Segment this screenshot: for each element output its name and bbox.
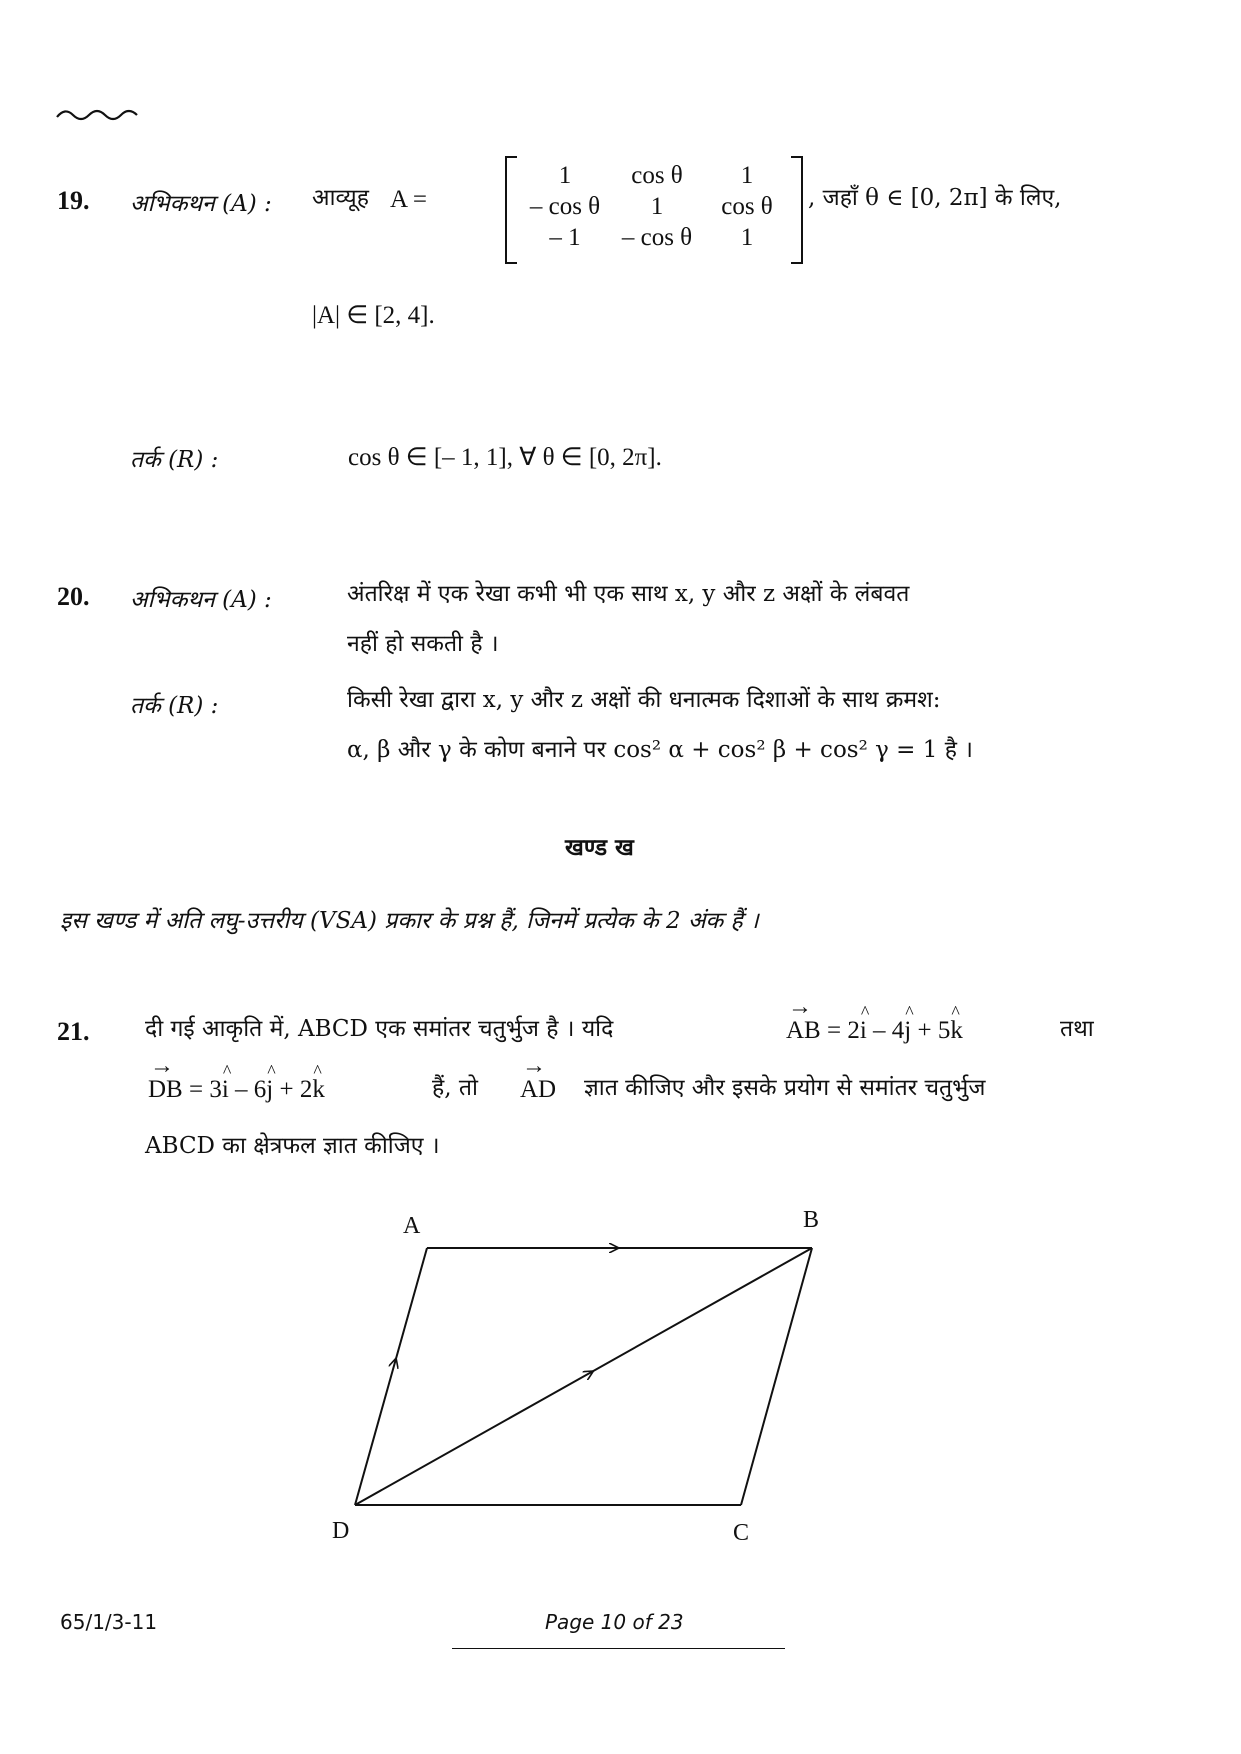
unit-k: ^ k <box>312 1076 325 1104</box>
vector-db: → DB <box>148 1076 183 1104</box>
unit-i: ^ i <box>860 1017 867 1045</box>
matrix-cell: – cos θ <box>621 224 693 251</box>
footer-divider <box>452 1648 785 1649</box>
diagonal-db <box>355 1248 812 1505</box>
section-instruction: इस खण्ड में अति लघु-उत्तरीय (VSA) प्रकार के प्रश्न हैं, जिनमें प्रत्येक के 2 अंक हैं । <box>60 908 759 934</box>
section-title: खण्ड ख <box>565 835 634 861</box>
reason-line: α, β और γ के कोण बनाने पर cos² α + cos² β + cos² γ = 1 है । <box>347 737 973 763</box>
assertion-label: अभिकथन (A) : <box>130 587 272 613</box>
matrix-cell: 1 <box>740 162 754 189</box>
question-text: दी गई आकृति में, ABCD एक समांतर चतुर्भुज है । यदि <box>145 1016 614 1042</box>
assertion-line: नहीं हो सकती है । <box>347 631 499 657</box>
matrix-cell: – 1 <box>549 224 581 251</box>
vector-db-expression: → DB = 3^ i – 6^ j + 2^ k <box>148 1076 325 1104</box>
assertion-result: |A| ∈ [2, 4]. <box>312 302 435 329</box>
page-number: Page 10 of 23 <box>545 1610 684 1634</box>
question-text: हैं, तो <box>432 1075 478 1101</box>
unit-j: ^ j <box>904 1017 911 1045</box>
vertex-label-d: D <box>332 1518 350 1544</box>
unit-k: ^ k <box>950 1017 963 1045</box>
matrix <box>505 162 803 254</box>
right-bracket <box>791 156 803 264</box>
vertex-label-b: B <box>803 1207 820 1233</box>
matrix-name: A = <box>390 186 428 213</box>
vertex-label-c: C <box>733 1520 750 1546</box>
reason-label: तर्क (R) : <box>130 447 219 473</box>
assertion-label: अभिकथन (A) : <box>130 191 272 217</box>
assertion-suffix: , जहाँ θ ∈ [0, 2π] के लिए, <box>808 185 1062 211</box>
left-bracket <box>505 156 517 264</box>
matrix-cell: cos θ <box>721 193 773 220</box>
question-number: 19. <box>57 186 90 215</box>
reason-text: cos θ ∈ [– 1, 1], ∀ θ ∈ [0, 2π]. <box>348 444 662 471</box>
question-number: 20. <box>57 582 90 611</box>
vector-ad: → AD <box>520 1076 556 1104</box>
question-number: 21. <box>57 1017 90 1046</box>
side-bc <box>741 1248 812 1505</box>
vector-ad-expression <box>520 1076 556 1104</box>
vertex-label-a: A <box>403 1213 421 1239</box>
matrix-cell: 1 <box>740 224 754 251</box>
reason-label: तर्क (R) : <box>130 693 219 719</box>
wavy-line-icon <box>55 103 145 125</box>
matrix-cell: 1 <box>558 162 572 189</box>
reason-line: किसी रेखा द्वारा x, y और z अक्षों की धनात्मक दिशाओं के साथ क्रमश: <box>347 687 941 713</box>
vector-ab: → AB <box>786 1017 821 1045</box>
paper-code: 65/1/3-11 <box>60 1610 158 1634</box>
matrix-cell: 1 <box>650 193 664 220</box>
question-text: ABCD का क्षेत्रफल ज्ञात कीजिए । <box>145 1133 440 1159</box>
question-text: तथा <box>1060 1016 1094 1042</box>
matrix-cell: – cos θ <box>529 193 601 220</box>
unit-j: ^ j <box>266 1076 273 1104</box>
matrix-cell: cos θ <box>631 162 683 189</box>
unit-i: ^ i <box>222 1076 229 1104</box>
question-text: ज्ञात कीजिए और इसके प्रयोग से समांतर चतुर्भुज <box>584 1075 986 1101</box>
assertion-line: अंतरिक्ष में एक रेखा कभी भी एक साथ x, y और z अक्षों के लंबवत <box>347 581 910 607</box>
assertion-prefix: आव्यूह <box>312 185 369 211</box>
side-da <box>355 1248 427 1505</box>
parallelogram-figure <box>310 1200 850 1560</box>
vector-ab-expression: → AB = 2^ i – 4^ j + 5^ k <box>786 1017 963 1045</box>
